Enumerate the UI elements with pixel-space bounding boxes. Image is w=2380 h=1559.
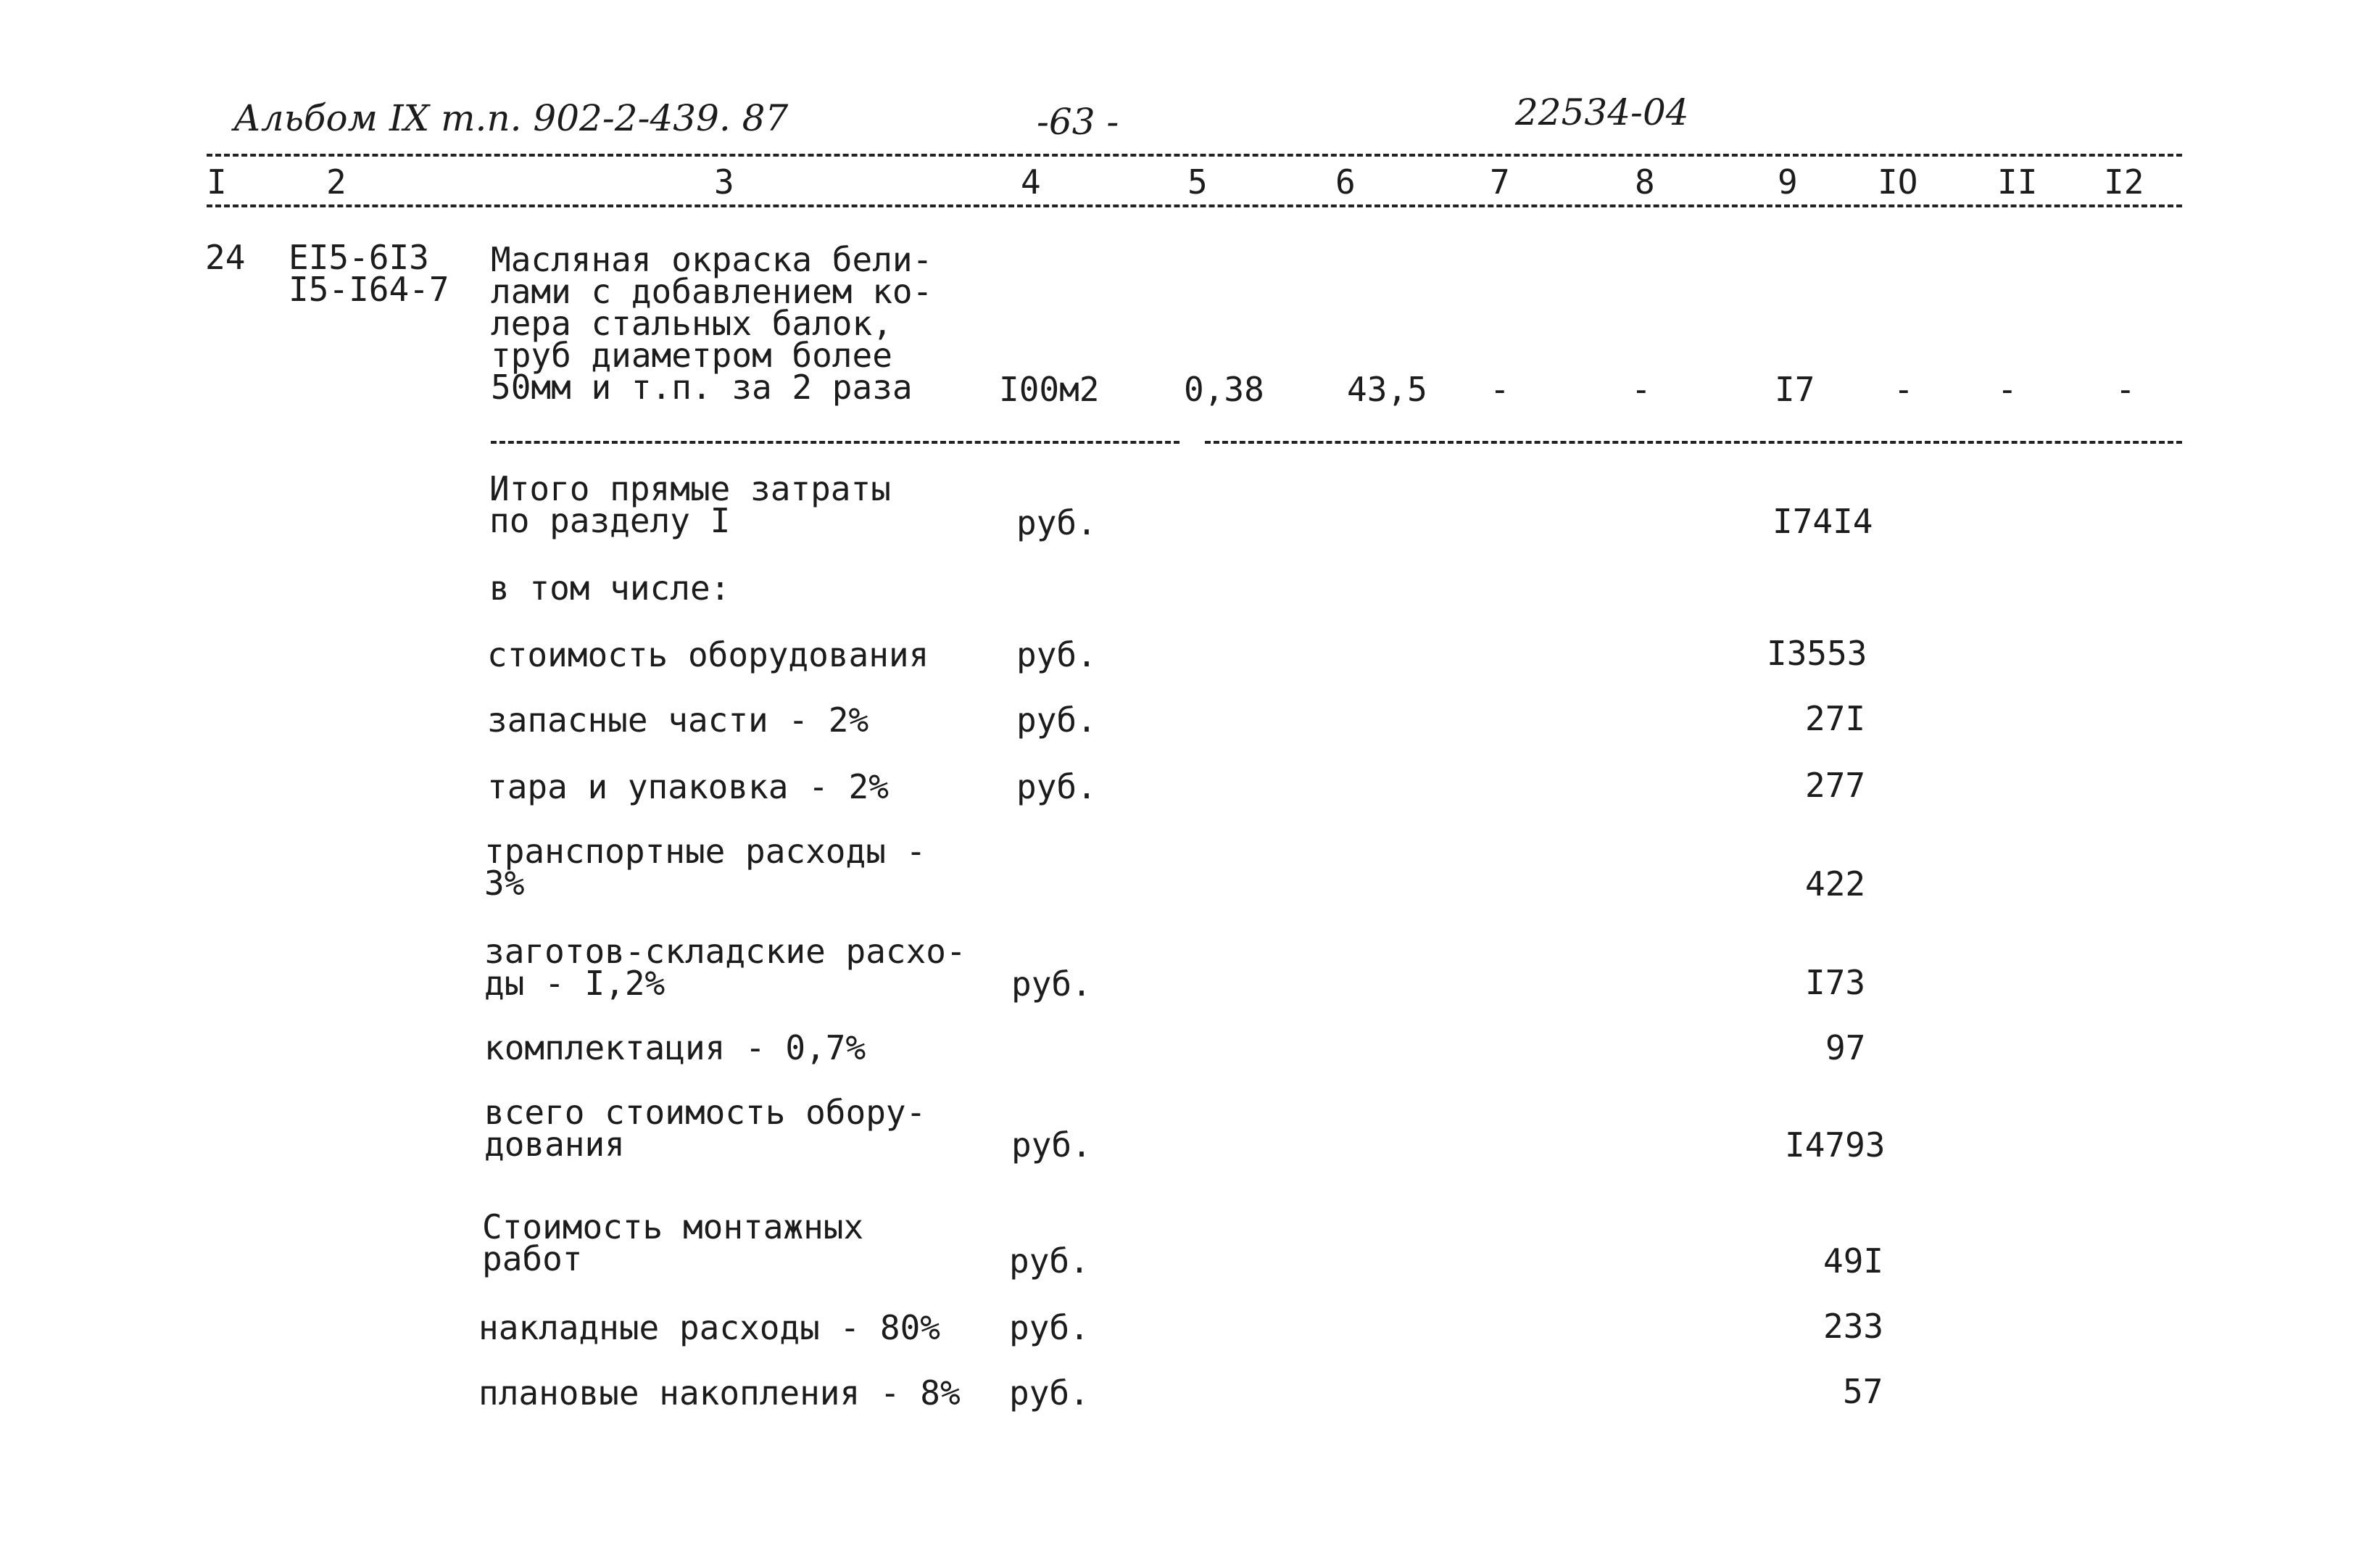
summary-item-value: 233 bbox=[1823, 1307, 1884, 1346]
summary-item-label: всего стоимость обору- дования bbox=[484, 1093, 926, 1164]
col-header-8: 8 bbox=[1635, 162, 1655, 202]
summary-item-value: I73 bbox=[1805, 963, 1866, 1002]
row-col-11: - bbox=[1997, 370, 2018, 409]
col-header-6: 6 bbox=[1335, 162, 1356, 202]
col-header-5: 5 bbox=[1187, 162, 1208, 202]
summary-item-value: 57 bbox=[1843, 1372, 1883, 1411]
summary-item-unit: руб. bbox=[1009, 1373, 1090, 1413]
summary-item-label: плановые накопления - 8% bbox=[478, 1373, 961, 1413]
summary-item-label: стоимость оборудования bbox=[487, 635, 929, 674]
document-code: 22534-04 bbox=[1515, 91, 1689, 133]
col-header-12: I2 bbox=[2104, 162, 2144, 202]
summary-item-unit: руб. bbox=[1009, 1308, 1090, 1347]
col-header-7: 7 bbox=[1490, 162, 1510, 202]
summary-item-value: I3553 bbox=[1767, 634, 1867, 673]
col-header-9: 9 bbox=[1778, 162, 1798, 202]
row-number: 24 bbox=[205, 238, 246, 277]
summary-item-label: накладные расходы - 80% bbox=[478, 1308, 940, 1347]
row-col-7: - bbox=[1490, 370, 1510, 409]
header-rule-top bbox=[207, 154, 2182, 157]
row-unit: I00м2 bbox=[999, 370, 1100, 409]
summary-item-unit: руб. bbox=[1009, 1241, 1090, 1281]
summary-item-unit: руб. bbox=[1016, 635, 1097, 674]
work-description: Масляная окраска бели- лами с добавлением ко- лера стальных балок, труб диаметром более 50мм и т.п. за 2 раза bbox=[491, 240, 933, 407]
section-separator-left bbox=[491, 441, 1179, 444]
summary-item-label: запасные части - 2% bbox=[487, 700, 869, 740]
row-unit-cost: 43,5 bbox=[1347, 370, 1427, 409]
col-header-11: II bbox=[1997, 162, 2038, 202]
col-header-1: I bbox=[207, 162, 227, 202]
summary-item-value: I4793 bbox=[1785, 1125, 1886, 1165]
summary-item-label: транспортные расходы - 3% bbox=[484, 832, 926, 903]
summary-item-label: тара и упаковка - 2% bbox=[487, 767, 889, 806]
row-quantity: 0,38 bbox=[1184, 370, 1264, 409]
summary-item-value: 277 bbox=[1805, 766, 1866, 805]
summary-item-label: в том числе: bbox=[489, 568, 731, 608]
summary-item-unit: руб. bbox=[1016, 767, 1097, 806]
row-col-8: - bbox=[1631, 370, 1651, 409]
summary-item-value: 97 bbox=[1825, 1028, 1866, 1067]
summary-item-value: 422 bbox=[1805, 864, 1866, 903]
row-col-12: - bbox=[2115, 370, 2136, 409]
row-total: I7 bbox=[1775, 370, 1815, 409]
summary-item-unit: руб. bbox=[1016, 503, 1097, 542]
row-col-10: - bbox=[1894, 370, 1914, 409]
page-number: -63 - bbox=[1037, 101, 1119, 143]
summary-item-label: заготов-складские расхо- ды - I,2% bbox=[484, 932, 966, 1003]
norm-code: EI5-6I3 bbox=[289, 238, 429, 277]
col-header-4: 4 bbox=[1021, 162, 1041, 202]
summary-item-value: 49I bbox=[1823, 1241, 1884, 1281]
summary-item-label: комплектация - 0,7% bbox=[484, 1028, 866, 1067]
col-header-2: 2 bbox=[326, 162, 347, 202]
norm-code-secondary: I5-I64-7 bbox=[289, 270, 449, 309]
album-reference: Альбом IX т.п. 902-2-439. 87 bbox=[233, 97, 789, 139]
summary-item-label: Стоимость монтажных работ bbox=[482, 1207, 864, 1278]
summary-item-unit: руб. bbox=[1016, 700, 1097, 740]
col-header-3: 3 bbox=[714, 162, 734, 202]
summary-item-value: 27I bbox=[1805, 699, 1866, 738]
summary-item-value: I74I4 bbox=[1772, 502, 1873, 541]
summary-item-unit: руб. bbox=[1011, 1125, 1092, 1165]
col-header-10: IO bbox=[1878, 162, 1918, 202]
section-separator-right bbox=[1205, 441, 2182, 444]
summary-item-unit: руб. bbox=[1011, 964, 1092, 1004]
summary-item-label: Итого прямые затраты по разделу I bbox=[489, 469, 891, 540]
header-rule-bottom bbox=[207, 204, 2182, 207]
